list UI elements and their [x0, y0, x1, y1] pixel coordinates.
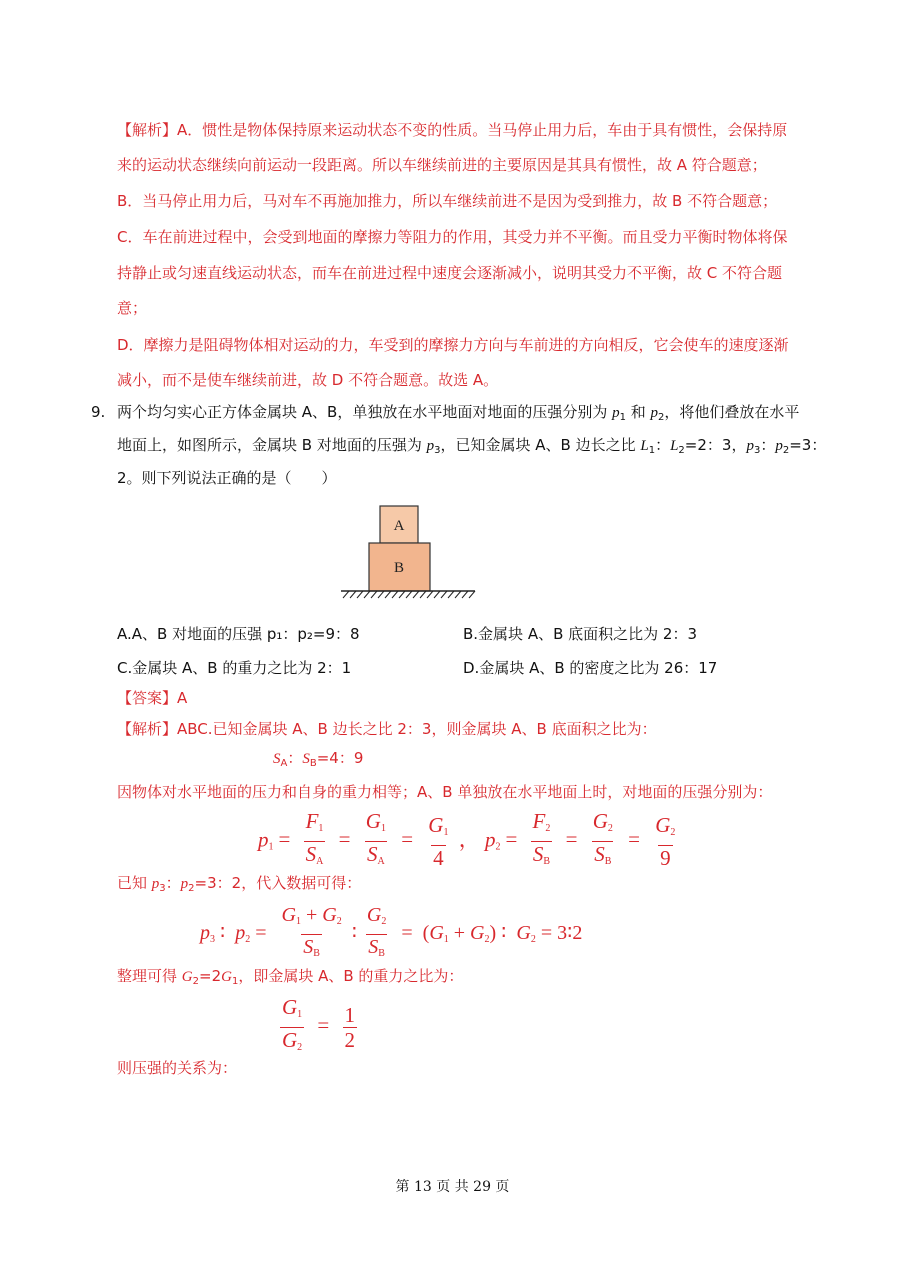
prev-analysis-line-1: 【解析】A．惯性是物体保持原来运动状态不变的性质。当马停止用力后，车由于具有惯性，会保持原: [117, 121, 788, 139]
formula-ratio: $p_3$ ∶ $p_2$ = $\frac{G_1 + G_2}{S_B}$ ∶ $\frac{G_2}{S_B}$ = $(G_1 + G_2)$ ∶ $G_2$ = 3∶2: [200, 903, 582, 966]
analysis-line-1: 【解析】ABC.已知金属块 A、B 边长之比 2：3，则金属块 A、B 底面积之比为：: [117, 720, 657, 738]
prev-analysis-line-8: 减小，而不是使车继续前进，故 D 不符合题意。故选 A。: [117, 371, 499, 389]
analysis-line-4: 已知 $p_3$：$p_2=3$：2，代入数据可得：: [117, 874, 362, 894]
question-line-3: 2。则下列说法正确的是（ ）: [117, 469, 337, 487]
formula-pressures: $p_1$ = $\frac{F_1}{S_A}$ = $\frac{G_1}{S_A}$ = $\frac{G_1}{4}$ ， $p_2$ = $\frac{F_2}{S_B}$ = $\frac{G_2}{S_B}$ = $\frac{G_2}{9}$: [258, 809, 680, 874]
stacked-blocks-figure: [335, 500, 485, 605]
option-a: A.A、B 对地面的压强 p₁：p₂=9：8: [117, 625, 360, 643]
ground-hatching: [343, 591, 475, 598]
option-b: B.金属块 A、B 底面积之比为 2：3: [463, 625, 698, 643]
question-line-2: 地面上，如图所示，金属块 B 对地面的压强为 $p_3$，已知金属块 A、B 边长之比 $L_1$：$L_2=2$：3，$p_3$：$p_2=3$：: [117, 436, 827, 456]
answer: 【答案】A: [117, 689, 188, 707]
area-ratio: $S_A$：$S_B=4$：9: [273, 749, 364, 769]
formula-weight-ratio: $\frac{G_1}{G_2}$ = $\frac{1}{2}$: [277, 995, 360, 1060]
prev-analysis-line-2: 来的运动状态继续向前运动一段距离。所以车继续前进的主要原因是其具有惯性，故 A 符合题意；: [117, 156, 767, 174]
question-number: 9.: [91, 403, 106, 421]
analysis-line-6: 则压强的关系为：: [117, 1059, 238, 1077]
option-d: D.金属块 A、B 的密度之比为 26：17: [463, 659, 718, 677]
block-b-label: B: [393, 560, 405, 576]
prev-analysis-line-6: 意；: [117, 299, 148, 317]
page-footer: 第 13 页 共 29 页: [395, 1179, 510, 1195]
block-a-label: A: [393, 518, 405, 534]
prev-analysis-line-7: D．摩擦力是阻碍物体相对运动的力，车受到的摩擦力方向与车前进的方向相反，它会使车的速度逐渐: [117, 336, 789, 354]
analysis-line-5: 整理可得 $G_2=2G_1$，即金属块 A、B 的重力之比为：: [117, 967, 464, 987]
prev-analysis-line-3: B．当马停止用力后，马对车不再施加推力，所以车继续前进不是因为受到推力，故 B 不符合题意；: [117, 192, 778, 210]
prev-analysis-line-4: C．车在前进过程中，会受到地面的摩擦力等阻力的作用，其受力并不平衡。而且受力平衡时物体将保: [117, 228, 788, 246]
analysis-line-3: 因物体对水平地面的压力和自身的重力相等；A、B 单独放在水平地面上时，对地面的压强分别为：: [117, 783, 773, 801]
prev-analysis-line-5: 持静止或匀速直线运动状态，而车在前进过程中速度会逐渐减小，说明其受力不平衡，故 C 不符合题: [117, 264, 783, 282]
option-c: C.金属块 A、B 的重力之比为 2：1: [117, 659, 352, 677]
question-line-1: 两个均匀实心正方体金属块 A、B，单独放在水平地面对地面的压强分别为 $p_1$ 和 $p_2$，将他们叠放在水平: [117, 403, 800, 423]
